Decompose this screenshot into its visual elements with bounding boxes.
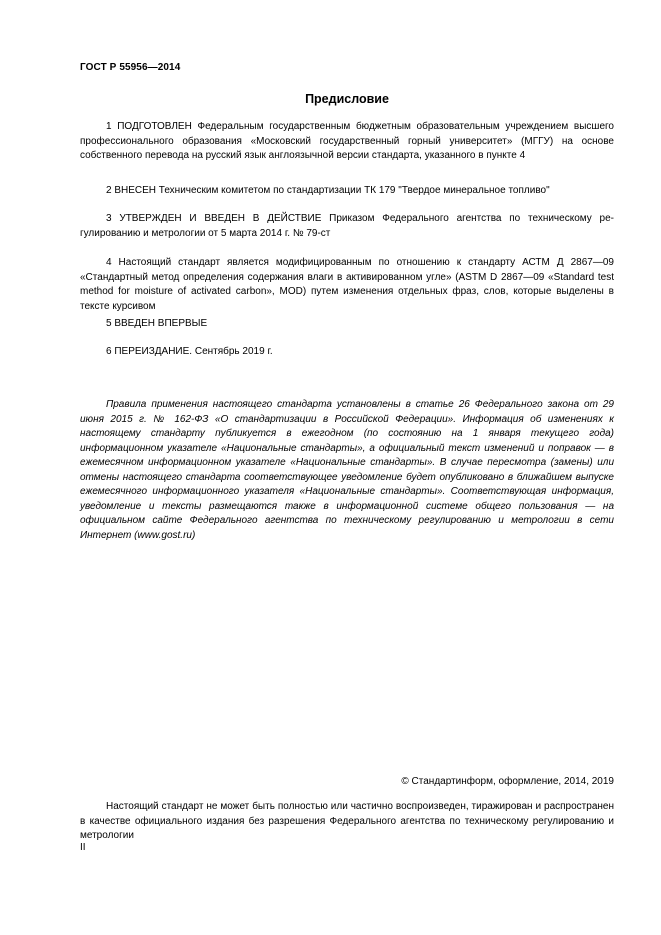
foreword-item-6: 6 ПЕРЕИЗДАНИЕ. Сентябрь 2019 г. <box>106 346 273 357</box>
document-code: ГОСТ Р 55956—2014 <box>80 62 181 73</box>
foreword-item-5: 5 ВВЕДЕН ВПЕРВЫЕ <box>106 318 208 329</box>
reproduction-notice: Настоящий стандарт не может быть полностью или частично воспроизведен, тиражирован и распространен в качестве официального издания без разрешения Федерального агентства по техническому регулированию и метрологии <box>80 801 614 841</box>
foreword-item-2: 2 ВНЕСЕН Техническим комитетом по стандартизации ТК 179 "Твердое минеральное топливо" <box>106 185 550 196</box>
foreword-item-1: 1 ПОДГОТОВЛЕН Федеральным государственным бюджетным образовательным учреждением высшего профессионального образования «Московский государственный горный университет» (МГГУ) на основе собственного перевода на русский язык англоязычной версии стандарта, указанного в пункте 4 <box>80 121 614 161</box>
copyright-line: © Стандартинформ, оформление, 2014, 2019 <box>401 776 614 787</box>
page-number: II <box>80 842 86 853</box>
foreword-item-4: 4 Настоящий стандарт является модифицированным по отношению к стандарту АСТМ Д 2867—09 «Стандартный метод определения содержания влаги в активированном угле» (ASTM D 2867—09 «Standard test method for moisture of activated carbon», MOD) путем изменения отдельных фраз, слов, которые выделены в тексте курсивом <box>80 257 614 312</box>
foreword-item-3: 3 УТВЕРЖДЕН И ВВЕДЕН В ДЕЙСТВИЕ Приказом Федерального агентства по техническому регулированию и метрологии от 5 марта 2014 г. № 79-ст <box>80 213 614 239</box>
page-title: Предисловие <box>305 92 389 106</box>
application-rules-notice: Правила применения настоящего стандарта установлены в статье 26 Федерального закона от 29 июня 2015 г. № 162-ФЗ «О стандартизации в Российской Федерации». Информация об изменениях к настоящему стандарту публикуется в ежегодном (по состоянию на 1 января текущего года) информационном указателе «Национальные стандарты», а официальный текст изменений и поправок — в ежемесячном информационном указателе «Национальные стандарты». В случае пересмотра (замены) или отмены настоящего стандарта соответствующее уведомление будет опубликовано в ближайшем выпуске ежемесячного информационного указателя «Национальные стандарты». Соответствующая информация, уведомление и тексты размещаются также в информационной системе общего пользования — на официальном сайте Федерального агентства по техническому регулированию и метрологии в сети Интернет (www.gost.ru) <box>80 399 614 541</box>
